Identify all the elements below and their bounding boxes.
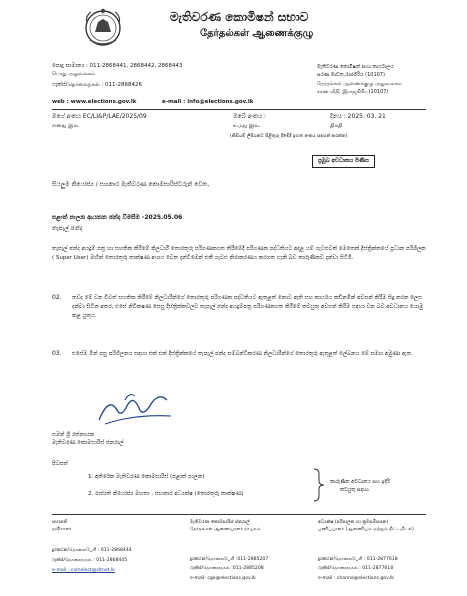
address-tamil-1: தேர்தல்கள் ஆணைக்குழு அலுவலகம் — [317, 81, 402, 87]
header-email: e-mail : info@elections.gov.lk — [162, 99, 254, 105]
subject: පළාත් පාලන ආයතන ඡන්ද විමසීම -2025.05.06 — [52, 214, 183, 221]
copies-note-line-1: කාරුණික අවධානය සහ ඉදිරි — [330, 479, 390, 485]
footer-col2-phone: දුරකථන/தொலைபேசி :011-2885207 — [190, 557, 269, 562]
reference-note: (කිසියම් ලිපියකට පිළිතුරු දීමේදී ඉහත අංකය සඳහන් කරන්න) — [230, 134, 348, 139]
footer-col1-phone: දුරකථන/தொலைபேசி : 011-2868444 — [52, 548, 132, 553]
address-tamil-2: சரண வீதி, இராஜகிரிய(10107) — [317, 89, 389, 95]
date-tamil: திகதி — [330, 123, 343, 129]
header-phone-sub: பொது அலுவலகம் — [52, 71, 96, 77]
paragraph-1: තැපැල් ඡන්ද අයදුම් පත්‍ර හා සහතික කිරීමේ නිලධාරී තොරතුරු පරිගණකගත කිරීමේදී පරිගණක පද්ධතියට අදාළ යම් ගැටළුවක් මෙතෙක් දිස්ත්‍රික්කයේ ප්‍රධාන පරිශීලක ( Super User) මඟින් තොරතුරු තාක්ෂණ අංශය වෙත දැන්වීමෙන් එකී ගැටළු නිරාකරණය කරගත හැකි බව කාරුණිකව දන්වා සිටිමි. — [52, 246, 426, 261]
header-title-sinhala: මැතිවරණ කොමිෂන් සභාව — [170, 10, 309, 24]
copy-item-1: 1. අතිරේක මැතිවරණ කොමසාරිස් (පළාත් පාලන) — [88, 474, 205, 480]
footer-col3-phone: දුරකථන/தொலைபேசி : 011-2877618 — [318, 557, 398, 562]
footer-col3-email: e-mail : channa@elections.gov.lk — [318, 576, 394, 581]
signatory-title: මැතිවරණ කොමසාරිස් ජනරාල් — [52, 440, 124, 446]
address-sinhala-1: මැතිවරණ කොමිෂන් සභා කාර්යාලය — [317, 64, 394, 70]
copies-brace — [312, 468, 326, 502]
header-web: web : www.elections.gov.lk — [52, 99, 137, 105]
footer-divider — [52, 514, 426, 515]
subject-line-2: තැපැල් ඡන්ද — [52, 225, 83, 232]
footer-col3-fax: ෆැක්ස්/தொலைநகல் : 011-2877618 — [318, 566, 394, 571]
header-phone: පොදු සාමාන්‍ය : 011-2868441, 2868442, 2868443 — [52, 63, 183, 69]
footer-col2-title: මැතිවරණ කොමසාරිස් ජනරාල් — [190, 520, 250, 525]
header-title-tamil: தேர்தல்கள் ஆணைக்குழு — [200, 28, 314, 39]
copies-label: පිටපත් — [52, 461, 68, 467]
footer-col3-title: අධ්‍යක්ෂ (පරිපාලන හා ක්‍රමසම්පාදන) — [318, 520, 389, 525]
salutation: සියලුම නියෝජ්‍ය / සහකාර මැතිවරණ කොමසාරිස්වරුන් වෙත, — [52, 181, 210, 188]
priority-stamp: ප්‍රමුඛ අවධානය පිණිස — [312, 155, 375, 168]
footer-col1-email: e-mail : comelect@sltnet.lk — [52, 568, 115, 573]
my-reference-tamil: எனது இல. — [52, 123, 80, 129]
signatory-name: සමන් ශ්‍රී රත්නායක — [52, 432, 95, 438]
footer-col3-title-tamil: பணிப்பாளர் (ஆளணியம் மற்றும் திட்டமிடல்) — [318, 527, 414, 532]
footer-col1-fax: ෆැක්ස්/தொலைநகல் : 011-2868445 — [52, 558, 128, 563]
footer-col1-title: සභාපති — [52, 520, 68, 525]
handwritten-signature — [95, 388, 175, 430]
your-reference-label: ඔබේ අංකය : — [233, 113, 267, 120]
header-divider — [52, 109, 426, 110]
paragraph-3-number: 03. — [52, 350, 62, 357]
letter-date: දිනය : 2025. 03. 21 — [330, 113, 386, 120]
copy-item-2: 2. රාජ්‍යත් නියෝජ්‍ය මහතා , සහකාර අධ්‍යක්ෂ (තොරතුරු තාක්ෂණ) — [88, 491, 244, 497]
your-reference-tamil: உமது இல. — [233, 123, 261, 129]
government-emblem — [82, 6, 124, 52]
footer-col2-title-tamil: தேர்தல்கள் ஆணையாளர் நாயகம் — [190, 527, 261, 532]
footer-col2-fax: ෆැක්ස්/தொலைநகல் :011-2885208 — [190, 566, 264, 571]
address-sinhala-2: සරණ මාවත,රාජගිරිය (10107) — [317, 72, 385, 78]
paragraph-2-number: 02. — [52, 294, 62, 301]
header-fax: ෆැක්ස්/தொலைநகல் : 011-2868426 — [52, 82, 142, 88]
copies-note-line-2: කටයුතු සඳහා — [340, 487, 369, 493]
my-reference: මගේ අංකය EC/LI&P/LAE/2025/09 — [52, 113, 147, 120]
paragraph-2: තවද මේ වන විටත් සහතික කිරීමේ නිලධාරීන්ගේ තොරතුරු පරිගණක පද්ධතියට ඇතුළත් නොට ඇති සහ කාර්යය කඩිනමින් අවසන් කිරීම සිදු කරන ලෙස දන්වා සිටින අතර, එසේ නිවිකෂණ සෙසු දිස්ත්‍රික්කවලට තැපැල් ඡන්ද අයදුම්පත්‍ර පරිගණකගත කිරීමේ කටයුතු අවසන් කිරීම සඳහා වන බව අවධානය යොමු කළ යුතුය. — [72, 295, 424, 319]
footer-col2-email: e-mail: cge@elections.gov.lk — [190, 576, 256, 581]
footer-col1-title-tamil: தவிசாளர் — [52, 527, 72, 532]
paragraph-3: එසේම මින් පසු පරිශීලනය සඳහා එක් එක් දිස්ත්‍රික්කයේ තැපැල් ඡන්ද සම්බන්ධීකරණ නිලධාරීන්ගේ තොරතුරු ඇතුළත් ලේඛනය මේ සමඟ අමුණා ඇත. — [72, 351, 413, 357]
